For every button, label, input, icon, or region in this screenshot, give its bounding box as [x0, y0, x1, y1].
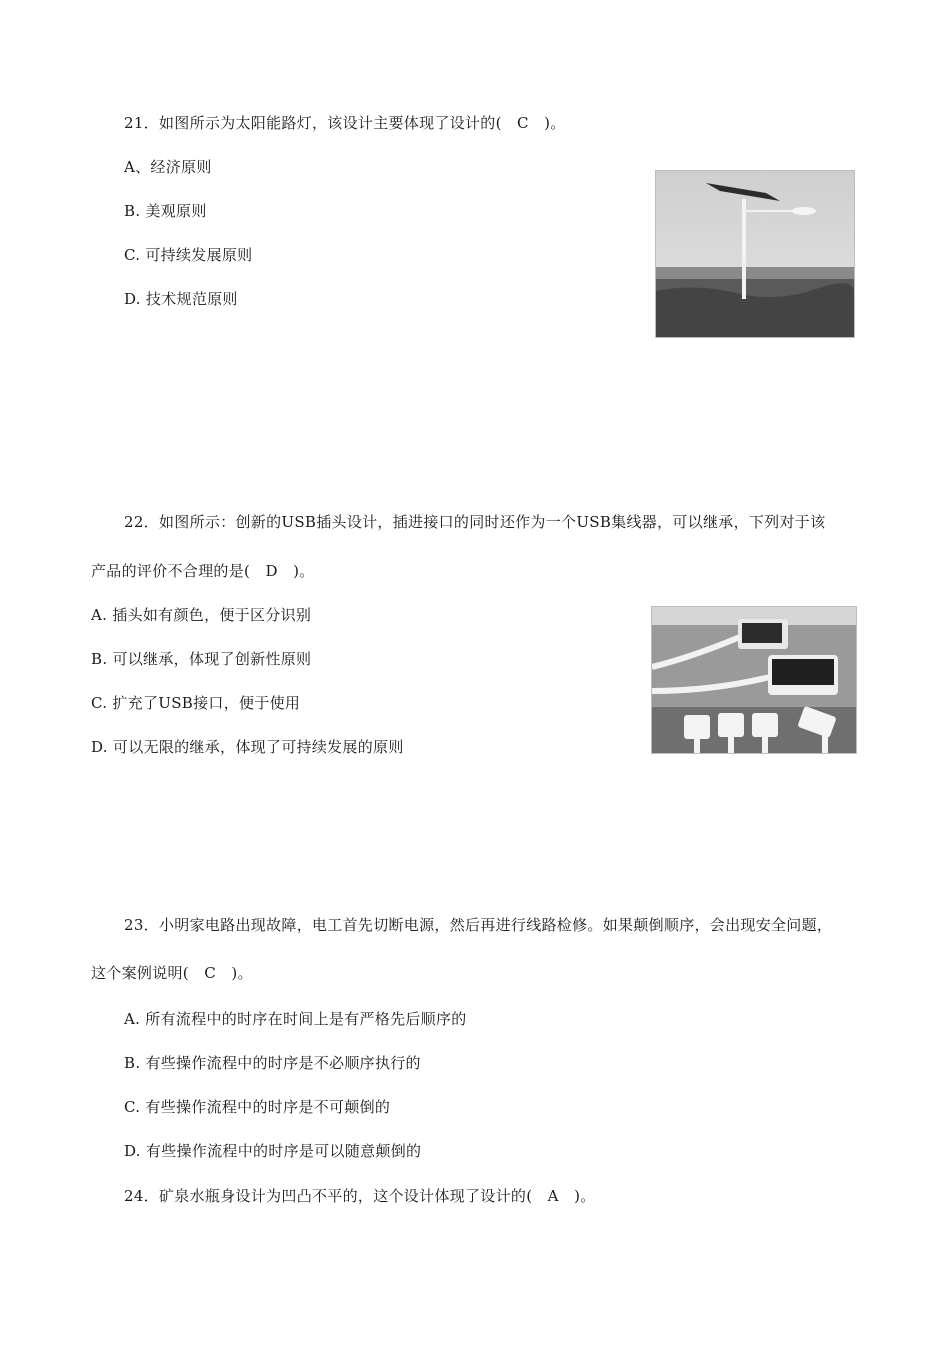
question-21-option-c: C. 可持续发展原则: [124, 246, 253, 264]
question-21-option-b: B. 美观原则: [124, 202, 207, 220]
question-21-option-d: D. 技术规范原则: [124, 290, 238, 308]
usb-hub-plug-photo: [651, 606, 857, 754]
question-22-option-b: B. 可以继承，体现了创新性原则: [91, 650, 312, 668]
question-22-option-a: A. 插头如有颜色，便于区分识别: [91, 606, 312, 624]
question-22-stem-line-2: 产品的评价不合理的是( D )。: [91, 562, 315, 580]
question-24-stem: 24．矿泉水瓶身设计为凹凸不平的，这个设计体现了设计的( A )。: [124, 1187, 596, 1205]
question-23-option-c: C. 有些操作流程中的时序是不可颠倒的: [124, 1098, 391, 1116]
question-22-stem-line-1: 22．如图所示：创新的USB插头设计，插进接口的同时还作为一个USB集线器，可以继承，下列对于该: [124, 513, 826, 531]
question-23-stem-line-1: 23．小明家电路出现故障，电工首先切断电源，然后再进行线路检修。如果颠倒顺序，会出现安全问题，: [124, 916, 833, 934]
question-21-stem: 21．如图所示为太阳能路灯，该设计主要体现了设计的( C )。: [124, 114, 566, 132]
solar-street-lamp-photo: [655, 170, 855, 338]
question-23-option-a: A. 所有流程中的时序在时间上是有严格先后顺序的: [124, 1010, 467, 1028]
question-23-option-d: D. 有些操作流程中的时序是可以随意颠倒的: [124, 1142, 422, 1160]
question-21-option-a: A、经济原则: [124, 158, 212, 176]
question-23-stem-line-2: 这个案例说明( C )。: [91, 964, 253, 982]
question-22-option-d: D. 可以无限的继承，体现了可持续发展的原则: [91, 738, 404, 756]
question-22-option-c: C. 扩充了USB接口，便于使用: [91, 694, 301, 712]
question-23-option-b: B. 有些操作流程中的时序是不必顺序执行的: [124, 1054, 421, 1072]
